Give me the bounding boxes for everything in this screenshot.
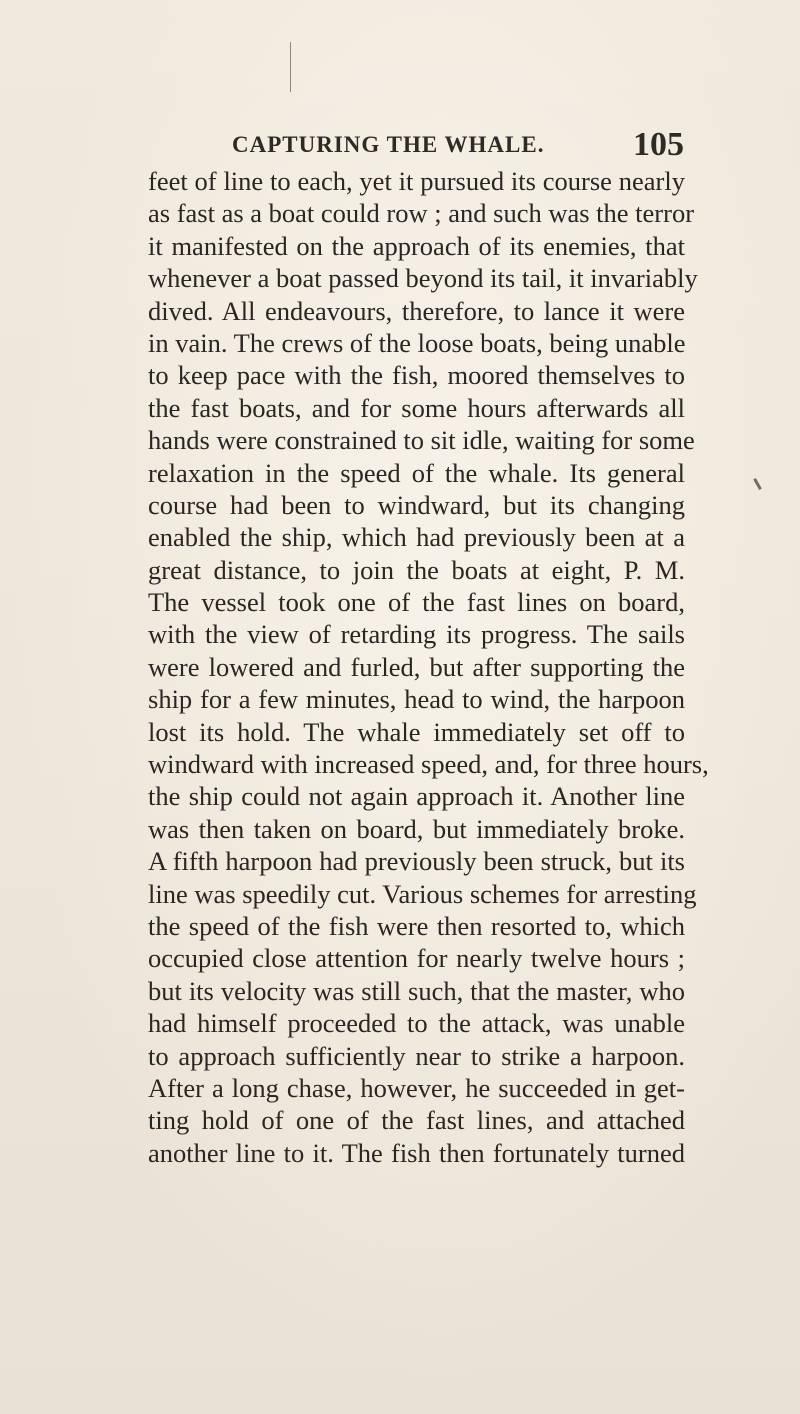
text-line: the speed of the fish were then resorted to, which — [148, 910, 685, 941]
text-line: it manifested on the approach of its enemies, that — [148, 230, 685, 261]
text-line: enabled the ship, which had previously been at a — [148, 522, 685, 553]
text-line: but its velocity was still such, that the master, who — [148, 975, 685, 1006]
text-line: to approach sufficiently near to strike a harpoon. — [148, 1040, 685, 1071]
text-line: lost its hold. The whale immediately set off to — [148, 716, 685, 747]
text-line: the ship could not again approach it. Another line — [148, 781, 685, 812]
page-number: 105 — [633, 126, 684, 163]
text-line: in vain. The crews of the loose boats, being unable — [148, 327, 686, 358]
text-line: line was speedily cut. Various schemes for arresting — [148, 878, 697, 909]
text-line: relaxation in the speed of the whale. Its general — [148, 457, 685, 488]
text-line: another line to it. The fish then fortunately turned — [148, 1137, 685, 1168]
text-line: windward with increased speed, and, for three hours, — [148, 749, 709, 780]
text-line: The vessel took one of the fast lines on board, — [148, 587, 685, 618]
text-line: with the view of retarding its progress. The sails — [148, 619, 685, 650]
text-line: hands were constrained to sit idle, waiting for some — [148, 425, 695, 456]
text-line: was then taken on board, but immediately broke. — [148, 813, 685, 844]
text-line: as fast as a boat could row ; and such was the terror — [148, 198, 695, 229]
text-line: occupied close attention for nearly twelve hours ; — [148, 943, 685, 974]
text-line: had himself proceeded to the attack, was unable — [148, 1008, 685, 1039]
scan-mark — [753, 478, 762, 490]
running-head-title: CAPTURING THE WHALE. — [232, 132, 545, 157]
text-line: course had been to windward, but its changing — [148, 489, 685, 520]
text-line: ting hold of one of the fast lines, and attached — [148, 1105, 685, 1136]
text-line: ship for a few minutes, head to wind, the harpoon — [148, 684, 685, 715]
body-text — [148, 165, 709, 1169]
text-line: whenever a boat passed beyond its tail, it invariably — [148, 263, 698, 294]
text-line: were lowered and furled, but after supporting the — [148, 651, 685, 682]
text-line: feet of line to each, yet it pursued its course nearly — [148, 166, 685, 196]
text-line: dived. All endeavours, therefore, to lance it were — [148, 295, 685, 326]
text-line: great distance, to join the boats at eight, P. M. — [148, 554, 685, 585]
running-head — [232, 126, 684, 163]
text-line: the fast boats, and for some hours afterwards all — [148, 392, 685, 423]
text-line: to keep pace with the fish, moored themselves to — [148, 360, 685, 391]
text-line: A fifth harpoon had previously been struck, but its — [148, 846, 685, 877]
text-line: After a long chase, however, he succeeded in get- — [148, 1072, 685, 1103]
scan-mark — [290, 42, 291, 92]
